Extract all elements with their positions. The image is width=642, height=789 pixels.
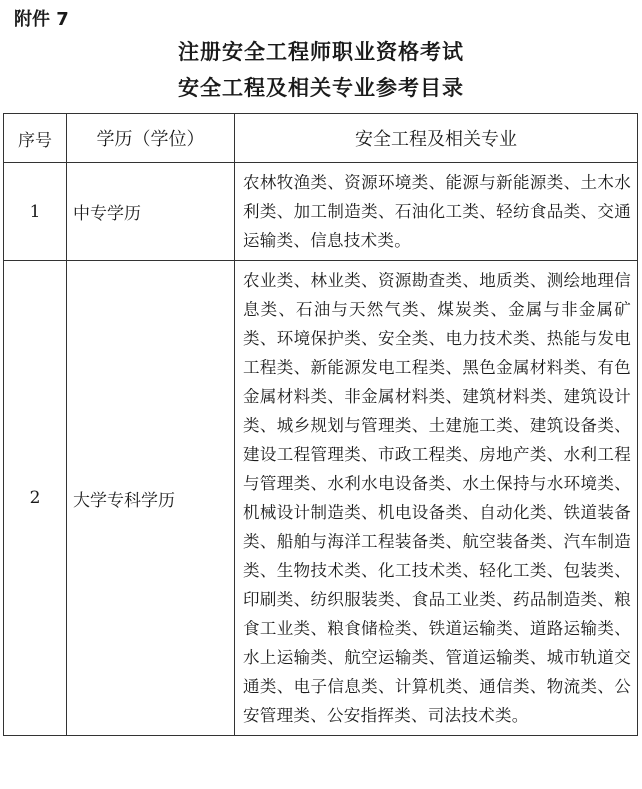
attachment-label: 附件 7 (14, 9, 69, 30)
header-degree: 学历（学位） (67, 114, 235, 163)
header-number: 序号 (4, 114, 67, 163)
header-majors: 安全工程及相关专业 (235, 114, 638, 163)
majors-table (3, 113, 638, 736)
row-number: 1 (4, 163, 67, 261)
document-title-line2: 安全工程及相关专业参考目录 (178, 76, 464, 100)
row-number: 2 (4, 261, 67, 736)
row-degree: 大学专科学历 (67, 261, 235, 736)
table-row (4, 261, 638, 736)
row-majors: 农林牧渔类、资源环境类、能源与新能源类、土木水利类、加工制造类、石油化工类、轻纺食品类、交通运输类、信息技术类。 (235, 163, 638, 261)
row-majors: 农业类、林业类、资源勘查类、地质类、测绘地理信息类、石油与天然气类、煤炭类、金属与非金属矿类、环境保护类、安全类、电力技术类、热能与发电工程类、新能源发电工程类、黑色金属材料类、有色金属材料类、非金属材料类、建筑材料类、建筑设计类、城乡规划与管理类、土建施工类、建筑设备类、建设工程管理类、市政工程类、房地产类、水利工程与管理类、水利水电设备类、水土保持与水环境类、机械设计制造类、机电设备类、自动化类、铁道装备类、船舶与海洋工程装备类、航空装备类、汽车制造类、生物技术类、化工技术类、轻化工类、包装类、印刷类、纺织服装类、食品工业类、药品制造类、粮食工业类、粮食储检类、铁道运输类、道路运输类、水上运输类、航空运输类、管道运输类、城市轨道交通类、电子信息类、计算机类、通信类、物流类、公安管理类、公安指挥类、司法技术类。 (235, 261, 638, 736)
row-degree: 中专学历 (67, 163, 235, 261)
table-header-row (4, 114, 638, 163)
document-title-line1: 注册安全工程师职业资格考试 (178, 40, 464, 64)
table-row (4, 163, 638, 261)
